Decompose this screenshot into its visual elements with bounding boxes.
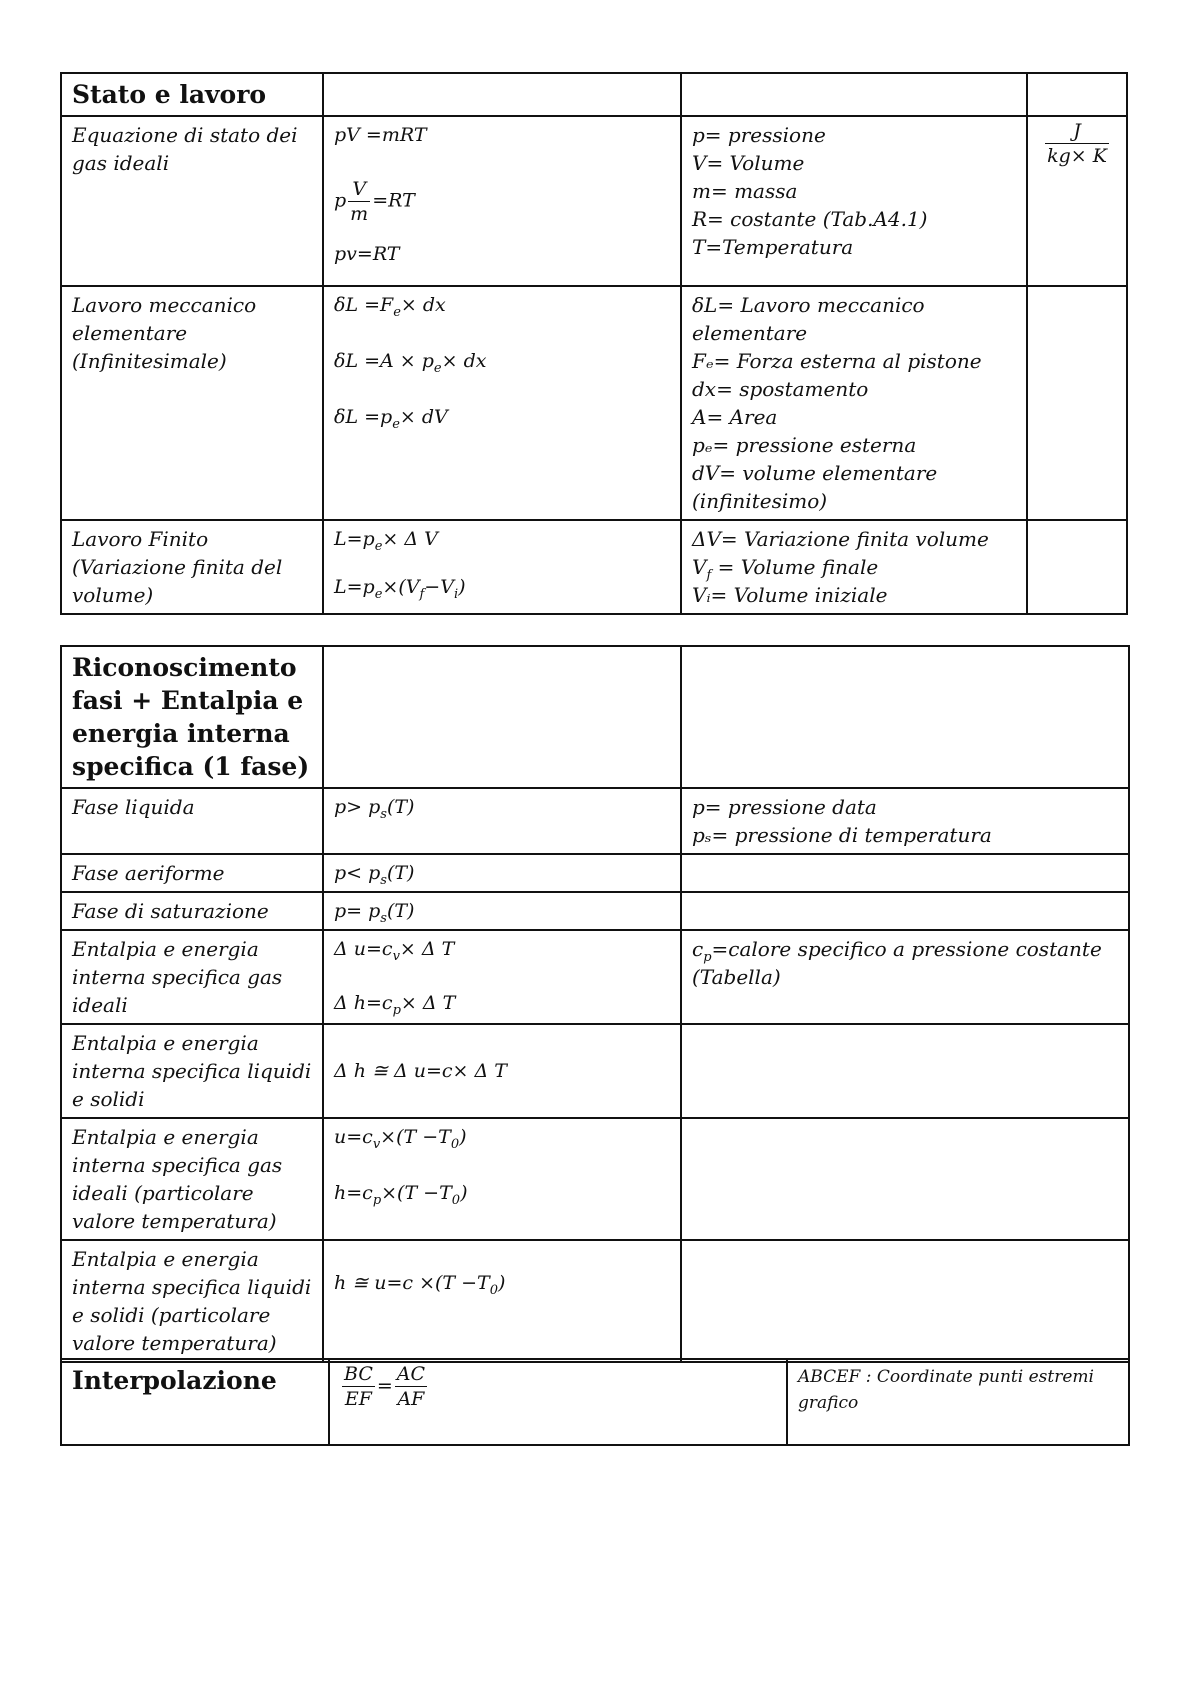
table2-header: Riconoscimento fasi + Entalpia e energia interna specifica (1 fase) bbox=[61, 646, 323, 788]
description-cell: p= pressione V= Volume m= massa R= costante (Tab.A4.1) T=Temperatura bbox=[681, 116, 1027, 286]
formula-cell: $\frac{BC}{EF}$ = $\frac{AC}{AF}$ bbox=[329, 1359, 787, 1445]
formula-cell: $p< p_s(T)$ bbox=[323, 854, 681, 892]
description-cell: ΔV= Variazione finita volume $V_f$ = Volume finale Vᵢ= Volume iniziale bbox=[681, 520, 1027, 614]
table-fasi-entalpia bbox=[60, 645, 1130, 1363]
description-cell: δL= Lavoro meccanico elementare Fₑ= Forza esterna al pistone dx= spostamento A= Area pₑ= pressione esterna dV= volume elementare (infinitesimo) bbox=[681, 286, 1027, 520]
table-stato-lavoro bbox=[60, 72, 1128, 615]
unit-cell: $\frac{J}{kg\times K}$ bbox=[1027, 116, 1127, 286]
row-label: Entalpia e energia interna specifica gas ideali bbox=[61, 930, 323, 1024]
description-cell: ABCEF : Coordinate punti estremi grafico bbox=[787, 1359, 1129, 1445]
formula-cell: $\delta L =F_e\times$ dx $\delta L =A \times p_e\times$ dx $\delta L =p_e\times$ dV bbox=[323, 286, 681, 520]
row-label: Fase liquida bbox=[61, 788, 323, 854]
row-label: Entalpia e energia interna specifica liquidi e solidi bbox=[61, 1024, 323, 1118]
formula-cell: $u=c_v\times(T -T_0)$ $h=c_p\times(T -T_0)$ bbox=[323, 1118, 681, 1240]
description-cell: p= pressione data pₛ= pressione di temperatura bbox=[681, 788, 1129, 854]
formula-cell: Δ $u=c_v\times \Delta$ T Δ $h=c_p\times \Delta$ T bbox=[323, 930, 681, 1024]
table1-header: Stato e lavoro bbox=[61, 73, 323, 116]
row-label: Entalpia e energia interna specifica gas ideali (particolare valore temperatura) bbox=[61, 1118, 323, 1240]
formula-cell: $L=p_e\times \Delta$ V $L=p_e\times(V_f-V_i)$ bbox=[323, 520, 681, 614]
row-label: Fase di saturazione bbox=[61, 892, 323, 930]
formula-cell: pV =mRT p $\frac{V}{m}$ =RT pv=RT bbox=[323, 116, 681, 286]
table3-header: Interpolazione bbox=[61, 1359, 329, 1445]
row-label: Equazione di stato dei gas ideali bbox=[61, 116, 323, 286]
formula-cell: h ≅ $u=c \times(T -T_0)$ bbox=[323, 1240, 681, 1362]
row-label: Fase aeriforme bbox=[61, 854, 323, 892]
description-cell: $c_p=calore$ specifico a pressione costante (Tabella) bbox=[681, 930, 1129, 1024]
formula-cell: $p= p_s(T)$ bbox=[323, 892, 681, 930]
row-label: Lavoro meccanico elementare (Infinitesimale) bbox=[61, 286, 323, 520]
formula-cell: Δ h ≅ Δ u=c× Δ T bbox=[323, 1024, 681, 1118]
formula-cell: $p> p_s(T)$ bbox=[323, 788, 681, 854]
table-interpolazione bbox=[60, 1358, 1130, 1446]
row-label: Lavoro Finito (Variazione finita del volume) bbox=[61, 520, 323, 614]
row-label: Entalpia e energia interna specifica liquidi e solidi (particolare valore temperatura) bbox=[61, 1240, 323, 1362]
